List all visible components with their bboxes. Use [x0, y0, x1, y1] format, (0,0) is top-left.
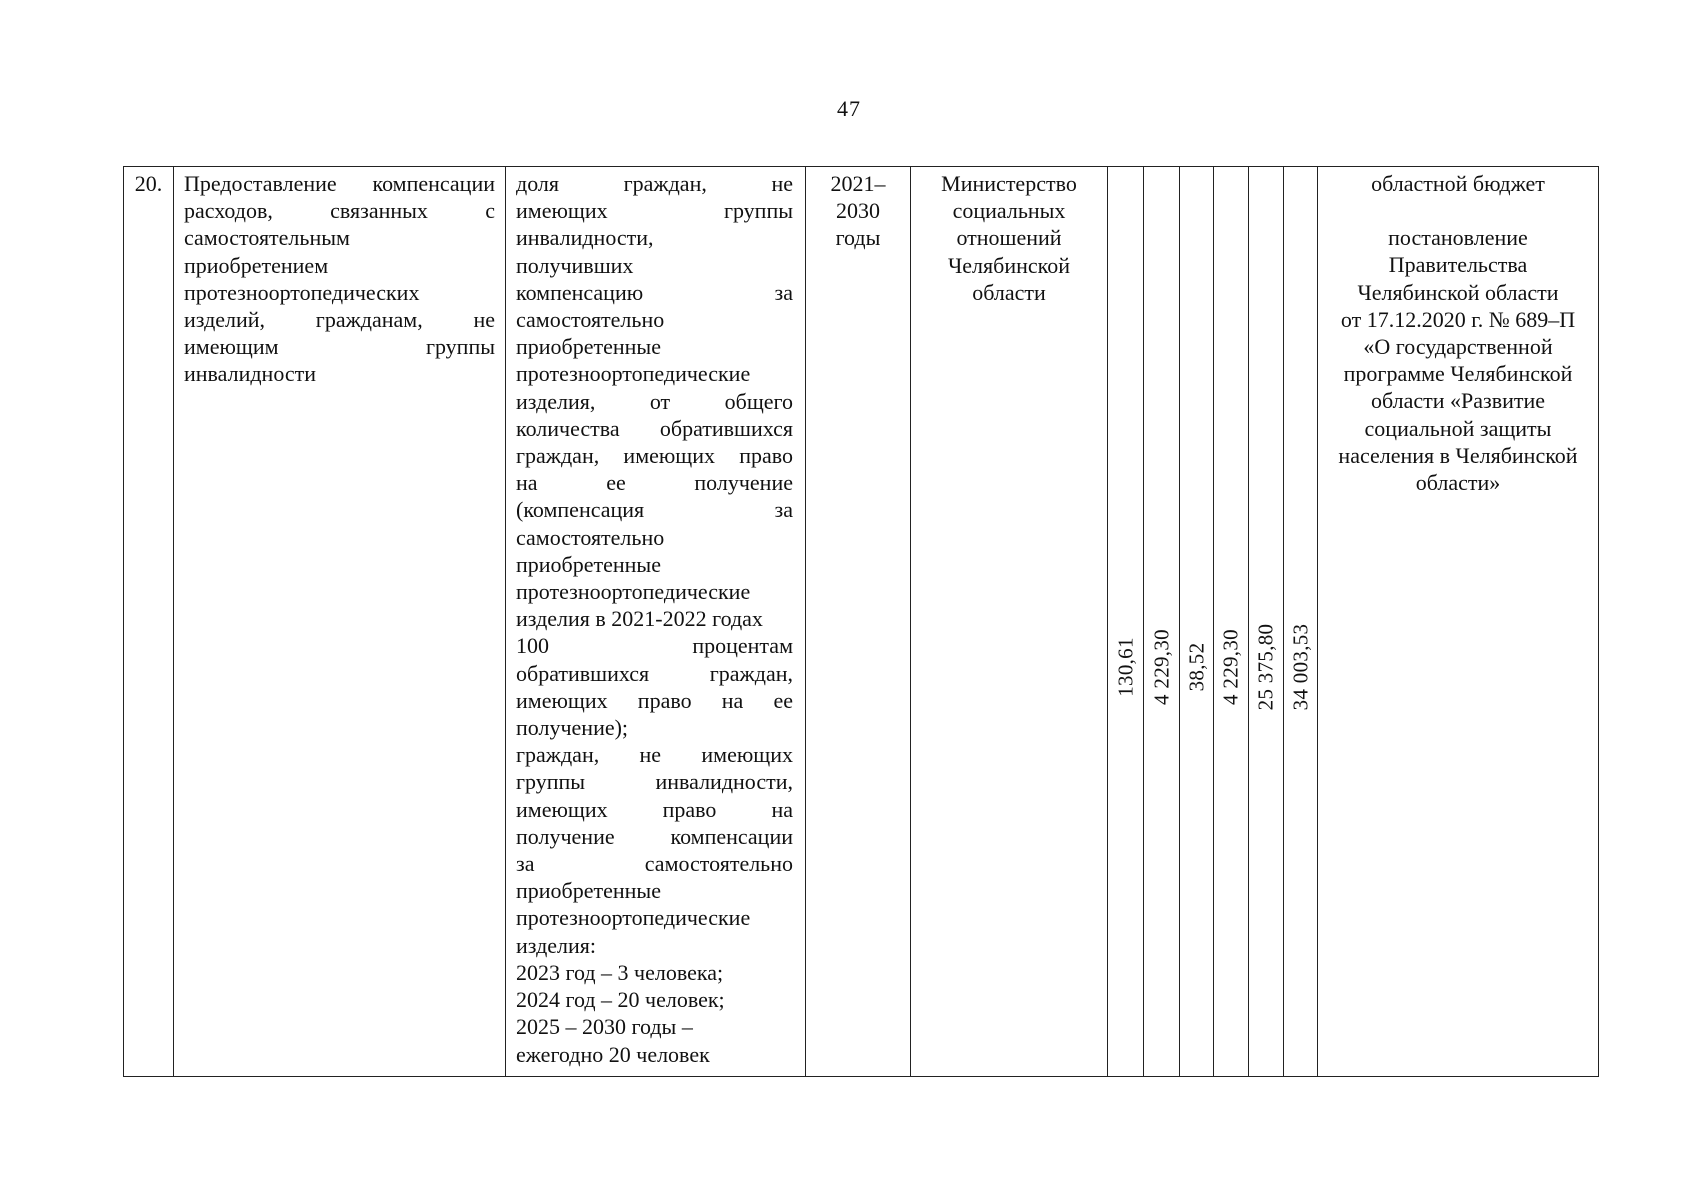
amount-value: 38,52	[1183, 642, 1208, 692]
executor-line: Министерство	[941, 171, 1077, 196]
indicator-line: имеющих группы	[516, 198, 793, 224]
executor-line: Челябинской	[947, 252, 1070, 278]
indicator-line: изделия:	[516, 932, 597, 958]
indicator-line: приобретенные	[516, 334, 661, 360]
indicator-line: количества обратившихся	[516, 415, 793, 441]
indicator-line: (компенсация за	[516, 497, 793, 523]
amount-value: 4 229,30	[1148, 629, 1173, 705]
indicator-line: 2024 год – 20 человек;	[516, 987, 725, 1013]
measure-name-line	[184, 170, 495, 224]
indicator-line: имеющих право на ее	[516, 687, 793, 713]
amount-value: 130,61	[1112, 637, 1137, 697]
program-table	[123, 166, 1599, 1077]
legal-act-line: социальной защиты	[1364, 415, 1552, 441]
indicator-line: изделия в 2021-2022 годах	[516, 606, 763, 632]
measure-name-line: инвалидности	[184, 361, 317, 387]
legal-act-line: постановление	[1388, 225, 1528, 251]
indicator-line: компенсацию за	[516, 279, 793, 305]
indicator-line: приобретенные	[516, 878, 661, 904]
amount-cell	[1249, 167, 1284, 1077]
table-row	[124, 167, 1599, 1077]
funding-source-cell	[1318, 167, 1599, 1077]
legal-act-line: от 17.12.2020 г. № 689–П	[1340, 306, 1576, 332]
measure-name-line: приобретением	[184, 252, 329, 278]
indicator-line: ежегодно 20 человек	[516, 1041, 710, 1067]
executor-line: социальных	[952, 198, 1066, 224]
funding-source: областной бюджет	[1371, 171, 1545, 196]
legal-act-line: программе Челябинской	[1343, 361, 1573, 387]
indicator-line: инвалидности,	[516, 225, 654, 251]
indicator-line: 2023 год – 3 человека;	[516, 959, 724, 985]
indicator-line: за самостоятельно	[516, 851, 793, 877]
executor-line: отношений	[956, 225, 1062, 251]
amount-cell	[1180, 167, 1214, 1077]
indicator-line: доля граждан, не	[516, 171, 793, 196]
indicator-line: изделия, от общего	[516, 388, 793, 414]
row-number: 20.	[134, 171, 163, 196]
indicator-line: группы инвалидности,	[516, 769, 793, 795]
amount-cell	[1108, 167, 1144, 1077]
legal-act-line: «О государственной	[1363, 334, 1553, 360]
indicator-cell	[506, 167, 806, 1077]
measure-name-text: Предоставление компенсации расходов, связанных с	[184, 171, 495, 224]
indicator-line: имеющих право на	[516, 796, 793, 822]
measure-name-line: имеющим группы	[184, 334, 495, 360]
indicator-line: на ее получение	[516, 470, 793, 496]
measure-name-line: самостоятельным	[184, 225, 350, 251]
legal-act-line: Челябинской области	[1357, 279, 1559, 305]
indicator-line: протезноортопедические	[516, 905, 751, 931]
executor-line: области	[972, 279, 1046, 305]
measure-name-cell	[174, 167, 506, 1077]
measure-name-line: изделий, гражданам, не	[184, 307, 495, 333]
indicator-line: граждан, имеющих право	[516, 443, 793, 469]
measure-name-line: протезноортопедических	[184, 279, 420, 305]
indicator-line: обратившихся граждан,	[516, 660, 793, 686]
indicator-line: самостоятельно	[516, 307, 665, 333]
legal-act-line: области»	[1415, 470, 1501, 496]
indicator-line: протезноортопедические	[516, 579, 751, 605]
amount-cell	[1144, 167, 1180, 1077]
executor-cell	[911, 167, 1108, 1077]
period-line: 2021–	[830, 171, 886, 196]
indicator-line: получивших	[516, 252, 634, 278]
indicator-line: получение компенсации	[516, 823, 793, 849]
row-number-cell	[124, 167, 174, 1077]
indicator-line: получение);	[516, 715, 629, 741]
legal-act-line: области «Развитие	[1370, 388, 1546, 414]
period-line: годы	[835, 225, 881, 251]
period-cell	[806, 167, 911, 1077]
legal-act-line: Правительства	[1388, 252, 1528, 278]
period-line: 2030	[836, 198, 880, 224]
spacer	[1324, 197, 1592, 224]
amount-value: 34 003,53	[1287, 623, 1312, 711]
amount-value: 4 229,30	[1218, 629, 1243, 705]
indicator-line: приобретенные	[516, 551, 661, 577]
amount-cell	[1284, 167, 1318, 1077]
indicator-text	[516, 170, 793, 1068]
indicator-line: 100 процентам	[516, 633, 793, 659]
amount-value: 25 375,80	[1253, 623, 1278, 711]
indicator-line: протезноортопедические	[516, 361, 751, 387]
page-number: 47	[837, 96, 861, 121]
indicator-line: самостоятельно	[516, 524, 665, 550]
indicator-line: граждан, не имеющих	[516, 742, 793, 768]
indicator-line: 2025 – 2030 годы –	[516, 1014, 693, 1040]
legal-act-line: населения в Челябинской	[1338, 442, 1578, 468]
amount-cell	[1214, 167, 1249, 1077]
